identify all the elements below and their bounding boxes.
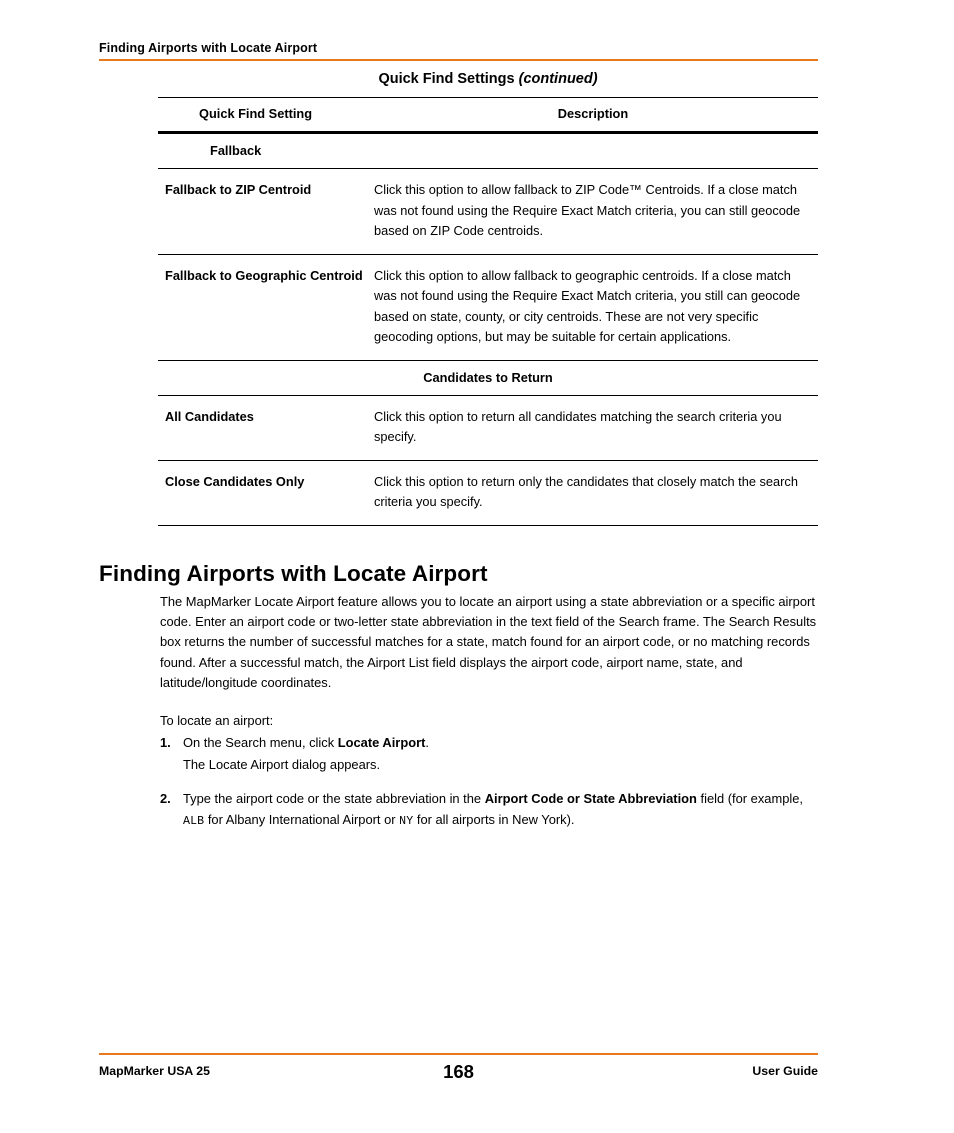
table-row — [158, 169, 818, 255]
table-group-row — [158, 133, 818, 169]
table-title — [158, 70, 818, 97]
airport-code-example: ALB — [183, 814, 205, 828]
table-column-header-row — [158, 98, 818, 133]
body-paragraph: The MapMarker Locate Airport feature allows you to locate an airport using a state abbreviation or a specific airport code. Enter an airport code or two-letter state abbreviation in the text field of the Search frame. The Search Results box returns the number of successful matches for a state, match found for an airport code, or no matching records found. After a successful match, the Airport List field displays the airport code, airport name, state, and latitude/longitude coordinates. — [160, 594, 817, 690]
column-header-description: Description — [374, 98, 818, 133]
step-line2-middle: for Albany International Airport or — [204, 811, 400, 827]
row-setting: All Candidates — [158, 395, 374, 460]
table-group-row — [158, 360, 818, 395]
table-row — [158, 395, 818, 460]
row-description: Click this option to allow fallback to geographic centroids. If a close match was not found using the Require Exact Match criteria, you still can geocode based on state, county, or city centroids. These are not very specific geocoding options, but may be suitable for certain applications. — [374, 254, 818, 360]
section-heading: Finding Airports with Locate Airport — [99, 561, 488, 587]
quick-find-settings-table — [158, 70, 818, 526]
row-setting: Fallback to Geographic Centroid — [158, 254, 374, 360]
list-item — [160, 733, 818, 775]
list-item — [160, 789, 818, 832]
step-text-before: Type the airport code or the state abbreviation in the — [183, 791, 485, 807]
row-description: Click this option to allow fallback to ZIP Code™ Centroids. If a close match was not found using the Require Exact Match criteria, you can still geocode based on ZIP Code centroids. — [374, 169, 818, 255]
step-number: 2. — [160, 791, 171, 807]
row-setting: Fallback to ZIP Centroid — [158, 169, 374, 255]
footer-product-name: MapMarker USA 25 — [99, 1063, 210, 1078]
step-text-after: . — [425, 735, 429, 750]
section-body — [160, 592, 818, 731]
step-subtext: The Locate Airport dialog appears. — [183, 756, 381, 772]
step-text-before: On the Search menu, click — [183, 735, 338, 750]
header-rule — [99, 59, 818, 61]
group-label-fallback: Fallback — [158, 133, 818, 169]
row-description: Click this option to return all candidates matching the search criteria you specify. — [374, 395, 818, 460]
table-bottom-border-row — [158, 525, 818, 526]
body-paragraph-intro: To locate an airport: — [160, 713, 274, 729]
table-title-main: Quick Find Settings — [378, 71, 515, 87]
group-label-candidates-to-return: Candidates to Return — [158, 360, 818, 395]
running-header — [99, 41, 818, 61]
page-footer — [99, 1053, 818, 1084]
procedure-steps — [160, 733, 818, 832]
step-line2-before: (for example, — [727, 791, 803, 807]
step-bold-term: Locate Airport — [337, 735, 426, 750]
step-line2-after: for all airports in New York). — [413, 811, 575, 827]
table-title-continued: (continued) — [518, 71, 598, 87]
state-abbreviation-example: NY — [399, 814, 414, 828]
table-row — [158, 254, 818, 360]
row-setting: Close Candidates Only — [158, 460, 374, 525]
footer-page-number: 168 — [443, 1060, 474, 1082]
step-number: 1. — [160, 735, 171, 750]
footer-rule — [99, 1053, 818, 1055]
row-description: Click this option to return only the candidates that closely match the search criteria you specify. — [374, 460, 818, 525]
footer-doc-type: User Guide — [752, 1063, 818, 1078]
table-row — [158, 460, 818, 525]
running-header-text: Finding Airports with Locate Airport — [99, 41, 318, 55]
step-bold-term: Airport Code or State Abbreviation — [484, 791, 697, 807]
step-text-after: field — [696, 791, 725, 807]
column-header-setting: Quick Find Setting — [158, 98, 374, 133]
